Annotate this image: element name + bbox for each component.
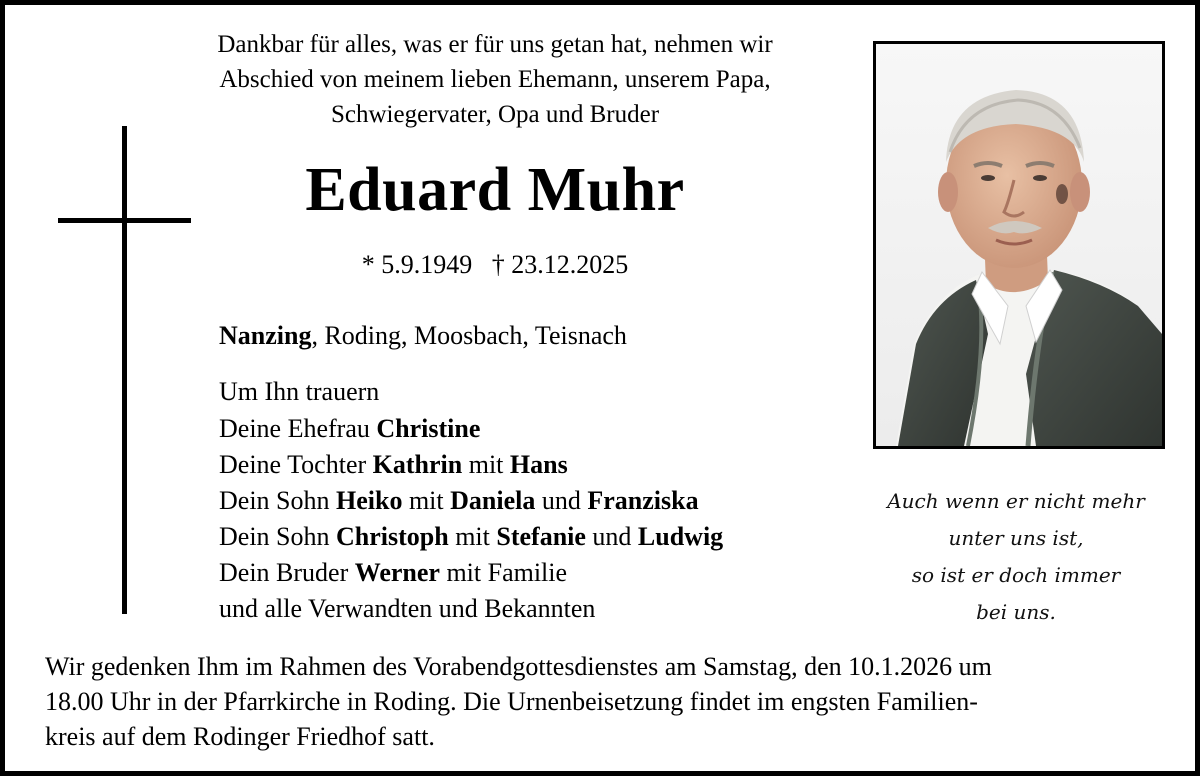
mourner-name: Heiko: [336, 486, 403, 515]
mourner-line: [219, 519, 723, 555]
mourner-name: Christoph: [336, 522, 449, 551]
mourner-line: [219, 483, 723, 519]
mourner-line: [219, 555, 723, 591]
places-others: , Roding, Moosbach, Teisnach: [311, 321, 627, 350]
mourner-name: Hans: [509, 450, 568, 479]
mourner-name: Kathrin: [372, 450, 463, 479]
mourner-relation: Deine Ehefrau: [219, 414, 377, 443]
mourners-list: [219, 374, 723, 627]
mourner-name: Stefanie: [496, 522, 586, 551]
quote-line: bei uns.: [976, 600, 1056, 624]
quote-line: unter uns ist,: [948, 526, 1084, 550]
mourner-connector: mit: [402, 486, 451, 515]
intro-line: Schwiegervater, Opa und Bruder: [330, 101, 660, 128]
quote-line: Auch wenn er nicht mehr: [887, 489, 1145, 513]
birth-date: * 5.9.1949: [361, 250, 473, 279]
mourner-name: Werner: [354, 558, 440, 587]
life-dates: [125, 245, 865, 285]
mourner-relation: Dein Bruder: [219, 558, 355, 587]
deceased-name: Eduard Muhr: [305, 156, 685, 224]
place-primary: Nanzing: [219, 321, 312, 350]
mourner-connector: mit: [448, 522, 497, 551]
mourner-relation: und alle Verwandten und Bekannten: [219, 594, 596, 623]
intro-line: Abschied von meinem lieben Ehemann, unserem Papa,: [219, 66, 771, 93]
intro-line: Dankbar für alles, was er für uns getan hat, nehmen wir: [217, 31, 773, 58]
mourner-name: Franziska: [587, 486, 699, 515]
service-line: Wir gedenken Ihm im Rahmen des Vorabendgottesdienstes am Samstag, den 10.1.2026 um: [45, 652, 992, 681]
service-line: kreis auf dem Rodinger Friedhof satt.: [45, 722, 435, 751]
quote: [875, 483, 1157, 631]
mourner-relation: Deine Tochter: [219, 450, 373, 479]
mourner-line: [219, 411, 723, 447]
mourner-connector: mit: [462, 450, 510, 479]
mourner-line: [219, 591, 723, 627]
service-info: [45, 649, 1167, 754]
service-line: 18.00 Uhr in der Pfarrkirche in Roding. Die Urnenbeisetzung findet im engsten Familien-: [45, 687, 978, 716]
quote-line: so ist er doch immer: [911, 563, 1121, 587]
death-date: † 23.12.2025: [491, 250, 629, 279]
mourner-relation: Dein Sohn: [219, 486, 336, 515]
mourner-name: Daniela: [450, 486, 536, 515]
portrait-photo: [873, 41, 1165, 449]
mourner-relation: Dein Sohn: [219, 522, 336, 551]
mourner-connector: und: [535, 486, 588, 515]
portrait-illustration: [876, 44, 1162, 446]
mourner-name: Christine: [376, 414, 481, 443]
mourners-heading: Um Ihn trauern: [219, 377, 380, 406]
mourner-connector: mit Familie: [439, 558, 568, 587]
places-line: [219, 318, 627, 354]
intro-text: [125, 27, 865, 132]
mourner-name: Ludwig: [637, 522, 724, 551]
mourner-connector: und: [585, 522, 638, 551]
mourner-line: [219, 447, 723, 483]
